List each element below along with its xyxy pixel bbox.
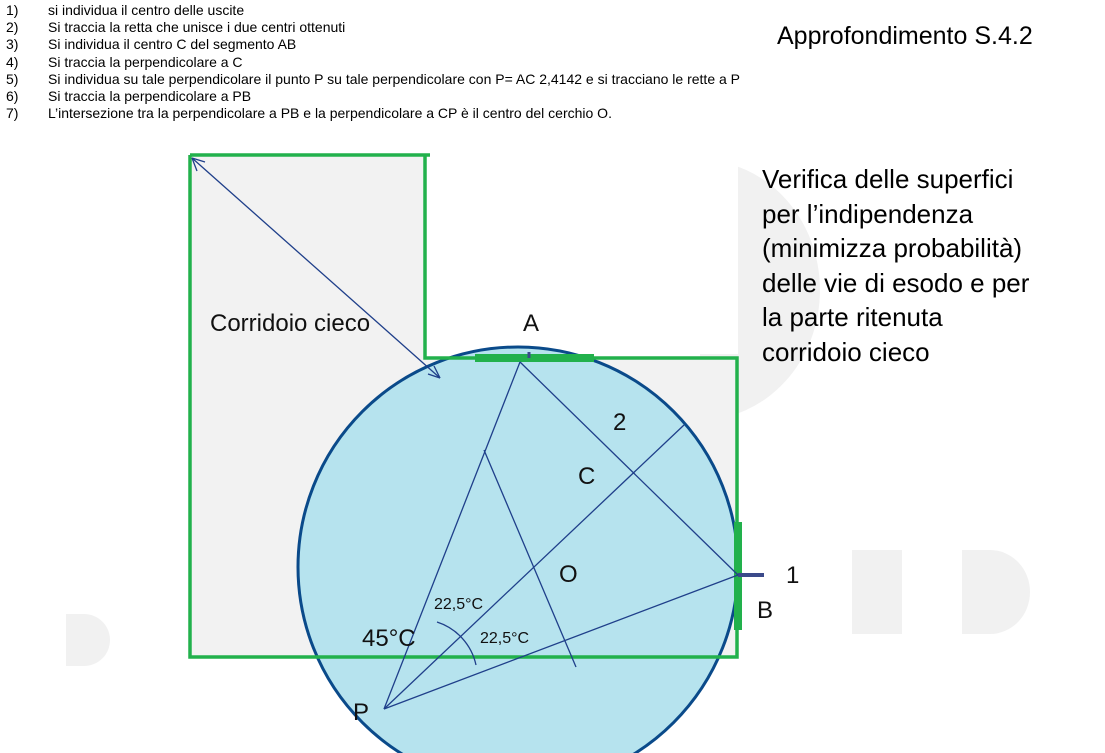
step-number: 6) <box>6 88 19 105</box>
step-text: Si individua il centro C del segmento AB <box>48 36 297 53</box>
note-line: Verifica delle superfici <box>762 164 1014 194</box>
point-o-label: O <box>559 561 578 588</box>
note-line: la parte ritenuta <box>762 302 943 332</box>
point-a-label: A <box>523 310 540 337</box>
watermark-f-shape <box>852 550 902 634</box>
step-number: 4) <box>6 53 19 70</box>
step-number: 3) <box>6 36 19 53</box>
note-line: corridoio cieco <box>762 336 930 367</box>
step-number: 1) <box>6 2 19 18</box>
exit-1-label: 1 <box>786 562 800 589</box>
verification-note <box>762 162 1092 369</box>
procedure-steps <box>6 2 740 122</box>
step-4 <box>6 54 740 71</box>
step-text: Si traccia la perpendicolare a PB <box>48 88 252 105</box>
step-number: 5) <box>6 70 19 87</box>
angle-total-label: 45°C <box>362 625 416 652</box>
step-text: Si individua su tale perpendicolare il punto P su tale perpendicolare con P= AC 2,4142 e si tracciano le rette a P <box>48 70 741 87</box>
watermark-d3-shape <box>66 614 110 666</box>
safety-circle <box>298 347 738 753</box>
step-2 <box>6 19 740 36</box>
step-6 <box>6 88 740 105</box>
note-line: per l’indipendenza <box>762 198 974 229</box>
point-p-label: P <box>353 699 370 726</box>
angle-upper-label: 22,5°C <box>434 596 484 613</box>
note-line: delle vie di esodo e per <box>762 267 1030 298</box>
upper-room-block <box>428 150 738 354</box>
page-title: Approfondimento S.4.2 <box>777 22 1033 50</box>
step-1 <box>6 2 740 19</box>
note-line: (minimizza probabilità) <box>762 233 1023 263</box>
step-text: Si traccia la perpendicolare a C <box>48 53 243 70</box>
exit-2-label: 2 <box>613 409 627 436</box>
step-text: Si traccia la retta che unisce i due centri ottenuti <box>48 19 346 36</box>
angle-lower-label: 22,5°C <box>480 630 530 647</box>
step-number: 2) <box>6 19 19 36</box>
step-number: 7) <box>6 105 19 122</box>
step-text: si individua il centro delle uscite <box>48 2 245 18</box>
point-c-label: C <box>578 463 596 490</box>
watermark-d2-shape <box>962 550 1030 634</box>
step-text: L’intersezione tra la perpendicolare a PB e la perpendicolare a CP è il centro del cerchio O. <box>48 105 612 122</box>
point-b-label: B <box>757 597 774 624</box>
corridor-label: Corridoio cieco <box>210 310 371 337</box>
step-3 <box>6 36 740 53</box>
step-7 <box>6 105 740 122</box>
step-5 <box>6 71 740 88</box>
